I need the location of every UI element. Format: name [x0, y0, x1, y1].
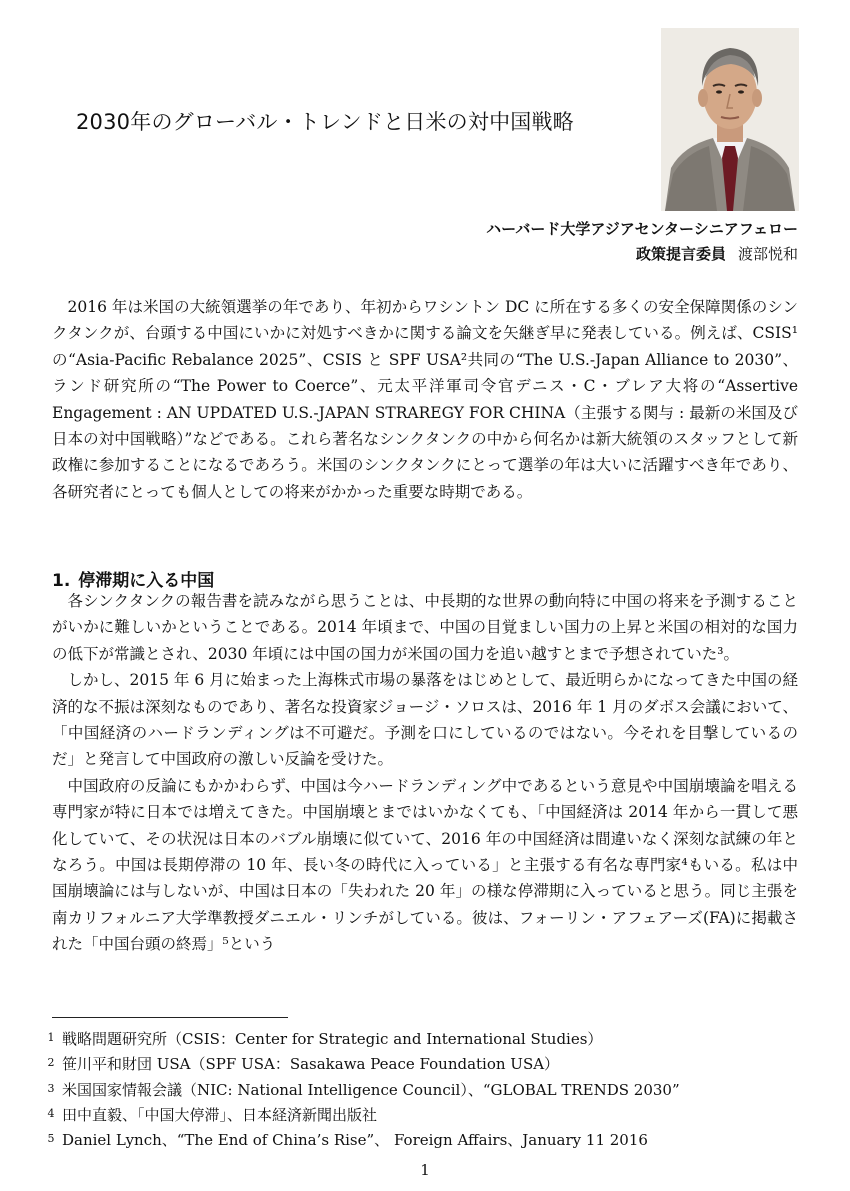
author-affiliation: ハーバード大学アジアセンターシニアフェロー — [486, 220, 798, 238]
footnote-mark: 3 — [47, 1081, 55, 1095]
footnote-text: Daniel Lynch、“The End of China’s Rise”、 Foreign Affairs、January 11 2016 — [62, 1131, 648, 1150]
intro-paragraph: 2016 年は米国の大統領選挙の年であり、年初からワシントン DC に所在する多くの安全保障関係のシンクタンクが、台頭する中国にいかに対処すべきかに関する論文を矢継ぎ早に発表している。例えば、CSIS¹の“Asia-Pacific Rebalance 2025”、CSIS と SPF USA²共同の“The U.S.-Japan Alliance to 2030”、ランド研究所の“The Power to Coerce”、元太平洋軍司令官デニス・C・ブレア大将の“Assertive Engagement : AN UPDATED U.S.-JAPAN STRAREGY FOR CHINA（主張する関与 : 最新の米国及び日本の対中国戦略）”などである。これら著名なシンクタンクの中から何名かは新大統領のスタッフとして新政権に参加することになるであろう。米国のシンクタンクにとって選挙の年は大いに活躍すべき年であり、各研究者にとっても個人としての将来がかかった重要な時期である。 — [52, 298, 798, 501]
author-name: 渡部悦和 — [737, 245, 798, 263]
footnotes — [40, 1026, 800, 1152]
footnote-item — [40, 1077, 800, 1102]
footnote-mark: 5 — [47, 1132, 55, 1146]
footnote-text: 笹川平和財団 USA（SPF USA：Sasakawa Peace Foundation USA） — [62, 1055, 560, 1074]
author-role-line — [486, 242, 798, 267]
intro-section — [52, 294, 798, 505]
footnote-text: 米国国家情報会議（NIC: National Intelligence Council）、“GLOBAL TRENDS 2030” — [62, 1080, 680, 1099]
footnote-item — [40, 1102, 800, 1127]
body-paragraph: しかし、2015 年 6 月に始まった上海株式市場の暴落をはじめとして、最近明らかになってきた中国の経済的な不振は深刻なものであり、著名な投資家ジョージ・ソロスは、2016 年 1 月のダボス会議において、「中国経済のハードランディングは不可避だ。予測を口にしているのではない。今それを目撃しているのだ」と発言して中国政府の激しい反論を受けた。 — [52, 671, 798, 769]
author-portrait-image — [661, 28, 799, 211]
section-number: 1. — [52, 571, 71, 591]
footnote-divider — [52, 1017, 288, 1018]
footnote-mark: 2 — [47, 1056, 55, 1070]
footnote-item — [40, 1051, 800, 1076]
body-paragraph: 中国政府の反論にもかかわらず、中国は今ハードランディング中であるという意見や中国崩壊論を唱える専門家が特に日本では増えてきた。中国崩壊とまではいかなくても、「中国経済は 2014 年から一貫して悪化していて、その状況は日本のバブル崩壊に似ていて、2016 年の中国経済は間違いなく深刻な試練の年となろう。中国は長期停滞の 10 年、長い冬の時代に入っている」と主張する有名な専門家⁴もいる。私は中国崩壊論には与しないが、中国は日本の「失われた 20 年」の様な停滞期に入っていると思う。同じ主張を南カリフォルニア大学準教授ダニエル・リンチがしている。彼は、フォーリン・アフェアーズ(FA)に掲載された「中国台頭の終焉」⁵という — [52, 776, 798, 954]
page-number: 1 — [420, 1161, 430, 1179]
footnote-mark: 4 — [47, 1106, 55, 1120]
author-block — [486, 217, 798, 267]
section-title: 停滞期に入る中国 — [78, 571, 215, 591]
footnote-mark: 1 — [47, 1031, 55, 1044]
footnote-text: 田中直毅、「中国大停滞」、日本経済新聞出版社 — [62, 1105, 378, 1124]
section-body — [52, 588, 798, 958]
footnote-item — [40, 1127, 800, 1152]
footnote-text: 戦略問題研究所（CSIS：Center for Strategic and International Studies） — [62, 1030, 603, 1048]
author-role: 政策提言委員 — [635, 245, 726, 263]
body-paragraph: 各シンクタンクの報告書を読みながら思うことは、中長期的な世界の動向特に中国の将来を予測することがいかに難しいかということである。2014 年頃まで、中国の目覚ましい国力の上昇と米国の相対的な国力の低下が常識とされ、2030 年頃には中国の国力が米国の国力を追い越すとまで予想されていた³。 — [52, 592, 798, 663]
author-photo — [661, 28, 799, 211]
document-title: 2030年のグローバル・トレンドと日米の対中国戦略 — [76, 110, 574, 135]
footnote-item — [40, 1026, 800, 1051]
